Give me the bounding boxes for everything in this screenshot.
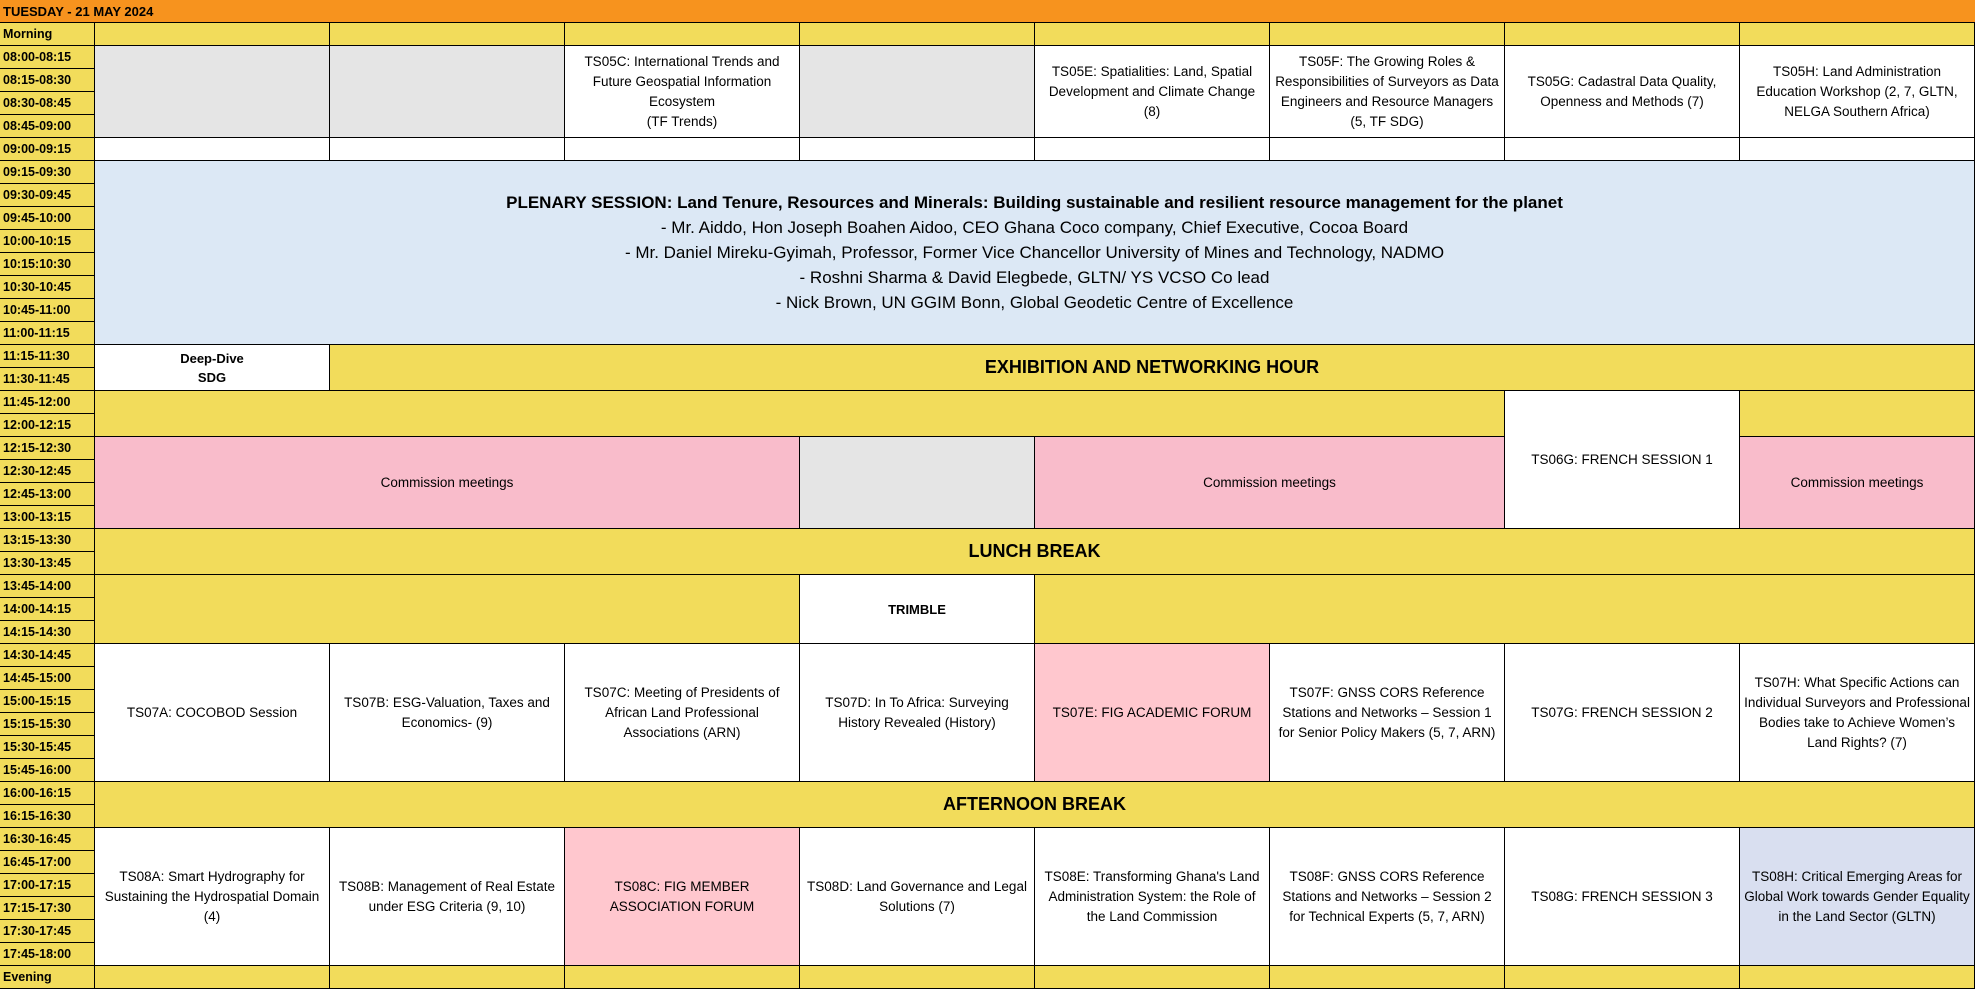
session-ts05h[interactable] <box>1740 46 1975 138</box>
block-title: AFTERNOON BREAK <box>943 794 1126 814</box>
session-title: TS05G: Cadastral Data Quality, Openness and Methods (7) <box>1527 73 1717 109</box>
time-slot-label: 10:00-10:15 <box>0 230 95 253</box>
time-label-morning: Morning <box>0 23 95 46</box>
time-slot-label: 16:00-16:15 <box>0 782 95 805</box>
time-slot-label: 08:00-08:15 <box>0 46 95 69</box>
evening-row-cell <box>1270 966 1505 989</box>
session-ts08f[interactable] <box>1270 828 1505 966</box>
empty-slot <box>1505 138 1740 161</box>
session-title: TS07H: What Specific Actions can Individual Surveyors and Professional Bodies take to Achieve Women’s Land Rights? (7) <box>1744 674 1970 750</box>
block-title: LUNCH BREAK <box>968 541 1101 561</box>
evening-row-cell <box>95 966 330 989</box>
morning-row-cell <box>565 23 800 46</box>
block-title: Commission meetings <box>1203 474 1336 490</box>
empty-slot <box>800 437 1035 529</box>
time-slot-label: 10:45-11:00 <box>0 299 95 322</box>
block-title: Commission meetings <box>380 474 514 490</box>
afternoon-break <box>95 782 1975 828</box>
time-slot-label: 11:30-11:45 <box>0 368 95 391</box>
plenary-title: PLENARY SESSION: Land Tenure, Resources and Minerals: Building sustainable and resilient resource management for the planet <box>506 193 1563 212</box>
evening-row-cell <box>1740 966 1975 989</box>
session-ts07b[interactable] <box>330 644 565 782</box>
lunch-break <box>95 529 1975 575</box>
time-slot-label: 09:45-10:00 <box>0 207 95 230</box>
session-ts05f[interactable] <box>1270 46 1505 138</box>
time-slot-label: 10:15:10:30 <box>0 253 95 276</box>
time-slot-label: 11:45-12:00 <box>0 391 95 414</box>
time-slot-label: 12:00-12:15 <box>0 414 95 437</box>
evening-row-cell <box>565 966 800 989</box>
time-slot-label: 17:30-17:45 <box>0 920 95 943</box>
session-title: TS08F: GNSS CORS Reference Stations and Networks – Session 2 for Technical Experts (5, 7, ARN) <box>1282 868 1492 924</box>
session-ts08d[interactable] <box>800 828 1035 966</box>
day-header: TUESDAY - 21 MAY 2024 <box>0 0 1975 23</box>
session-title: TS05E: Spatialities: Land, Spatial Development and Climate Change (8) <box>1048 63 1256 119</box>
session-title: TS08C: FIG MEMBER ASSOCIATION FORUM <box>609 878 755 914</box>
session-title: TS08G: FRENCH SESSION 3 <box>1531 888 1713 904</box>
session-ts07d[interactable] <box>800 644 1035 782</box>
time-slot-label: 08:15-08:30 <box>0 69 95 92</box>
empty-slot <box>1740 138 1975 161</box>
empty-slot <box>1270 138 1505 161</box>
session-ts07c[interactable] <box>565 644 800 782</box>
session-title: TS07F: GNSS CORS Reference Stations and Networks – Session 1 for Senior Policy Makers (5, 7, ARN) <box>1278 684 1496 740</box>
time-slot-label: 15:00-15:15 <box>0 690 95 713</box>
empty-slot <box>800 138 1035 161</box>
empty-slot <box>95 138 330 161</box>
lunch-continuation <box>95 575 800 644</box>
deep-dive-label: Deep-Dive <box>180 350 244 366</box>
empty-slot <box>565 138 800 161</box>
time-slot-label: 09:30-09:45 <box>0 184 95 207</box>
time-slot-label: 12:30-12:45 <box>0 460 95 483</box>
session-ts05g[interactable] <box>1505 46 1740 138</box>
time-slot-label: 12:15-12:30 <box>0 437 95 460</box>
session-title: TS05F: The Growing Roles & Responsibilities of Surveyors as Data Engineers and Resource Managers (5, TF SDG) <box>1275 53 1499 129</box>
plenary-speaker: - Mr. Aiddo, Hon Joseph Boahen Aidoo, CEO Ghana Coco company, Chief Executive, Cocoa Board <box>660 218 1409 237</box>
time-slot-label: 15:30-15:45 <box>0 736 95 759</box>
session-ts07e[interactable] <box>1035 644 1270 782</box>
time-slot-label: 15:15-15:30 <box>0 713 95 736</box>
session-ts05c[interactable] <box>565 46 800 138</box>
time-slot-label: 16:45-17:00 <box>0 851 95 874</box>
session-title: TS08A: Smart Hydrography for Sustaining the Hydrospatial Domain (4) <box>104 868 320 924</box>
time-slot-label: 13:45-14:00 <box>0 575 95 598</box>
time-label-evening: Evening <box>0 966 95 989</box>
empty-slot <box>1035 138 1270 161</box>
session-ts08h[interactable] <box>1740 828 1975 966</box>
session-title: TS07E: FIG ACADEMIC FORUM <box>1052 704 1252 720</box>
session-ts07a[interactable] <box>95 644 330 782</box>
empty-slot <box>330 138 565 161</box>
session-ts07h[interactable] <box>1740 644 1975 782</box>
time-slot-label: 13:15-13:30 <box>0 529 95 552</box>
plenary-speaker: - Mr. Daniel Mireku-Gyimah, Professor, Former Vice Chancellor University of Mines and Technology, NADMO <box>624 243 1445 262</box>
commission-meetings[interactable] <box>1035 437 1505 529</box>
morning-row-cell <box>330 23 565 46</box>
time-slot-label: 09:15-09:30 <box>0 161 95 184</box>
empty-slot <box>800 46 1035 138</box>
time-slot-label: 15:45-16:00 <box>0 759 95 782</box>
morning-row-cell <box>1505 23 1740 46</box>
morning-row-cell <box>1740 23 1975 46</box>
session-title: TS06G: FRENCH SESSION 1 <box>1531 451 1713 467</box>
session-ts07f[interactable] <box>1270 644 1505 782</box>
session-title: TS07B: ESG-Valuation, Taxes and Economics- (9) <box>344 694 550 730</box>
session-title: TS08H: Critical Emerging Areas for Global Work towards Gender Equality in the Land Sector (GLTN) <box>1744 868 1970 924</box>
time-slot-label: 17:00-17:15 <box>0 874 95 897</box>
session-title: TS05C: International Trends and Future Geospatial Information Ecosystem <box>584 53 780 109</box>
time-slot-label: 17:15-17:30 <box>0 897 95 920</box>
session-title: TS07G: FRENCH SESSION 2 <box>1531 704 1713 720</box>
time-slot-label: 10:30-10:45 <box>0 276 95 299</box>
block-title: Commission meetings <box>1790 474 1924 490</box>
session-ts06g[interactable] <box>1505 391 1740 529</box>
session-title: TS08B: Management of Real Estate under ESG Criteria (9, 10) <box>338 878 556 914</box>
session-ts08g[interactable] <box>1505 828 1740 966</box>
session-title: TRIMBLE <box>888 601 946 617</box>
session-ts07g[interactable] <box>1505 644 1740 782</box>
time-slot-label: 16:15-16:30 <box>0 805 95 828</box>
plenary-session[interactable] <box>95 161 1975 345</box>
time-slot-label: 14:00-14:15 <box>0 598 95 621</box>
exhibition-networking-hour <box>330 345 1975 391</box>
time-slot-label: 12:45-13:00 <box>0 483 95 506</box>
block-title: EXHIBITION AND NETWORKING HOUR <box>984 357 1320 377</box>
evening-row-cell <box>330 966 565 989</box>
session-ts08e[interactable] <box>1035 828 1270 966</box>
session-ts08b[interactable] <box>330 828 565 966</box>
deep-dive-sublabel: SDG <box>197 369 227 385</box>
time-slot-label: 13:00-13:15 <box>0 506 95 529</box>
time-slot-label: 14:30-14:45 <box>0 644 95 667</box>
time-slot-label: 08:45-09:00 <box>0 115 95 138</box>
plenary-speaker: - Roshni Sharma & David Elegbede, GLTN/ YS VCSO Co lead <box>799 268 1270 287</box>
time-slot-label: 14:45-15:00 <box>0 667 95 690</box>
session-title: TS08D: Land Governance and Legal Solutions (7) <box>807 878 1027 914</box>
empty-slot <box>95 46 330 138</box>
session-title: TS07C: Meeting of Presidents of African Land Professional Associations (ARN) <box>584 684 780 740</box>
session-ts05e[interactable] <box>1035 46 1270 138</box>
session-ts08c[interactable] <box>565 828 800 966</box>
time-slot-label: 09:00-09:15 <box>0 138 95 161</box>
time-slot-label: 11:15-11:30 <box>0 345 95 368</box>
commission-meetings[interactable] <box>95 437 800 529</box>
session-trimble[interactable] <box>800 575 1035 644</box>
morning-row-cell <box>800 23 1035 46</box>
empty-slot <box>330 46 565 138</box>
exhibition-continuation <box>1740 391 1975 437</box>
morning-row-cell <box>95 23 330 46</box>
evening-row-cell <box>1035 966 1270 989</box>
commission-meetings[interactable] <box>1740 437 1975 529</box>
time-slot-label: 08:30-08:45 <box>0 92 95 115</box>
session-title: TS07A: COCOBOD Session <box>126 704 298 720</box>
time-slot-label: 17:45-18:00 <box>0 943 95 966</box>
time-slot-label: 11:00-11:15 <box>0 322 95 345</box>
lunch-continuation <box>1035 575 1975 644</box>
session-title: TS07D: In To Africa: Surveying History Revealed (History) <box>825 694 1009 730</box>
morning-row-cell <box>1270 23 1505 46</box>
time-slot-label: 16:30-16:45 <box>0 828 95 851</box>
time-slot-label: 14:15-14:30 <box>0 621 95 644</box>
session-deep-dive-sdg[interactable] <box>95 345 330 391</box>
morning-row-cell <box>1035 23 1270 46</box>
session-title: TS08E: Transforming Ghana's Land Administration System: the Role of the Land Commission <box>1044 868 1260 924</box>
session-ts08a[interactable] <box>95 828 330 966</box>
session-subtitle: (TF Trends) <box>646 113 718 129</box>
time-slot-label: 13:30-13:45 <box>0 552 95 575</box>
session-title: TS05H: Land Administration Education Workshop (2, 7, GLTN, NELGA Southern Africa) <box>1756 63 1958 119</box>
plenary-speaker: - Nick Brown, UN GGIM Bonn, Global Geodetic Centre of Excellence <box>775 293 1294 312</box>
evening-row-cell <box>1505 966 1740 989</box>
evening-row-cell <box>800 966 1035 989</box>
exhibition-continuation <box>95 391 1505 437</box>
